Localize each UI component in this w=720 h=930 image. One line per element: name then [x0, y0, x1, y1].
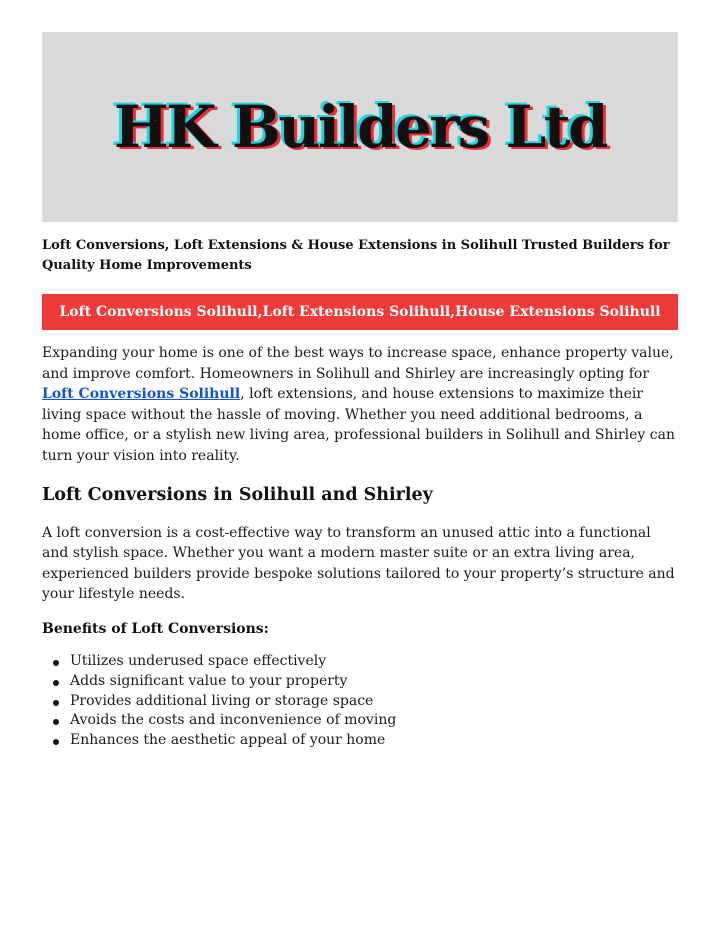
benefits-heading: Benefits of Loft Conversions:: [42, 620, 269, 637]
list-item-text: Utilizes underused space effectively: [70, 652, 327, 669]
list-item-text: Avoids the costs and inconvenience of moving: [70, 712, 397, 729]
bullet-icon: [53, 719, 59, 725]
intro-paragraph: [42, 343, 678, 467]
list-item: [42, 711, 678, 731]
list-item: [42, 672, 678, 692]
list-item-text: Provides additional living or storage space: [70, 692, 374, 709]
section-heading: Loft Conversions in Solihull and Shirley: [42, 484, 433, 505]
company-logo-title: HK Builders Ltd: [113, 93, 607, 161]
bullet-icon: [53, 660, 59, 666]
list-item: [42, 731, 678, 751]
bullet-icon: [53, 680, 59, 686]
list-item: [42, 692, 678, 712]
bullet-icon: [53, 739, 59, 745]
list-item-text: Adds significant value to your property: [70, 672, 348, 689]
benefits-list: [42, 652, 678, 751]
tagline: Loft Conversions, Loft Extensions & House Extensions in Solihull Trusted Builders for Quality Home Improvements: [42, 238, 670, 273]
bullet-icon: [53, 700, 59, 706]
keywords-banner: Loft Conversions Solihull,Loft Extensions Solihull,House Extensions Solihull: [42, 294, 678, 330]
loft-conversions-solihull-link[interactable]: Loft Conversions Solihull: [42, 386, 241, 403]
intro-text-start: Expanding your home is one of the best ways to increase space, enhance property value, and improve comfort. Homeowners in Solihull and Shirley are increasingly opting for: [42, 345, 674, 382]
document-page: [42, 32, 678, 751]
list-item: [42, 652, 678, 672]
header-banner: [42, 32, 678, 222]
list-item-text: Enhances the aesthetic appeal of your home: [70, 732, 386, 749]
intro-text-end: , loft extensions, and house extensions to maximize their living space without the hassle of moving. Whether you need additional bedrooms, a home office, or a stylish new living area, professional builders in Solihull and Shirley can turn your vision into reality.: [42, 386, 675, 464]
section-paragraph: A loft conversion is a cost-effective way to transform an unused attic into a functional and stylish space. Whether you want a modern master suite or an extra living area, experienced builders provide bespoke solutions tailored to your property’s structure and your lifestyle needs.: [42, 524, 675, 603]
